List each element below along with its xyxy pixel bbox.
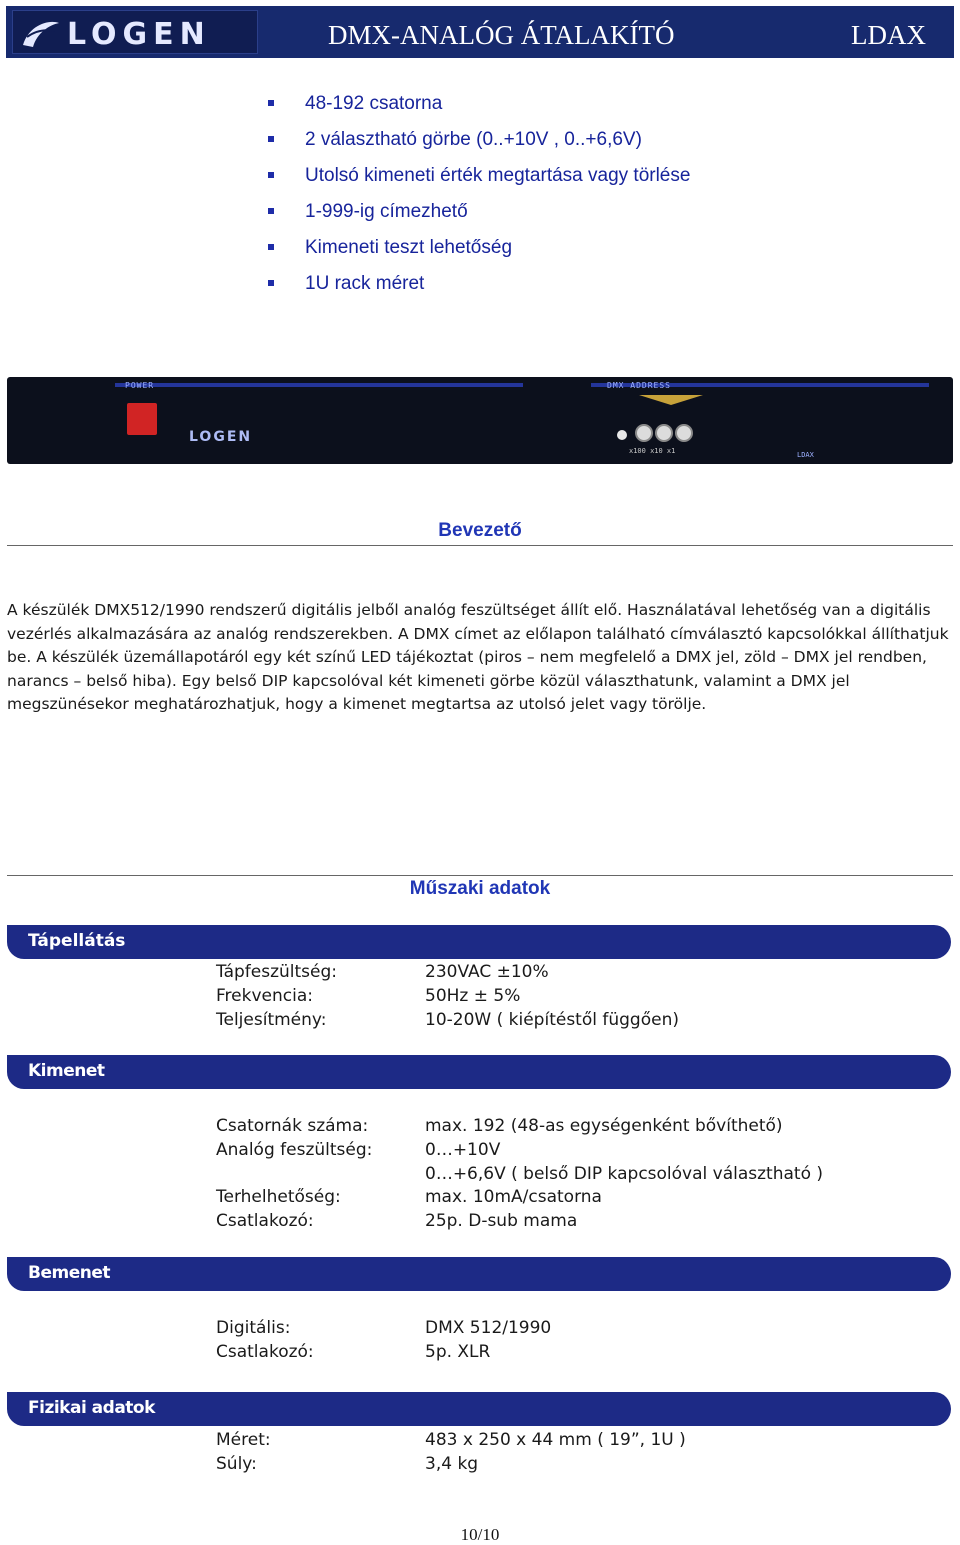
spec-label: Digitális:	[216, 1318, 291, 1338]
dial-icon	[635, 424, 653, 442]
spec-label: Teljesítmény:	[216, 1010, 327, 1030]
spec-label: Súly:	[216, 1454, 257, 1474]
bullet-icon	[268, 208, 274, 214]
page-header	[6, 6, 954, 58]
intro-paragraph: A készülék DMX512/1990 rendszerű digitális jelből analóg feszültséget állít elő. Használatával lehetőség van a digitális vezérlés alkalmazására az analóg rendszerekben. A DMX címet az előlapon található címválasztó kapcsolókkal állíthatjuk be. A készülék üzemállapotáról egy két színű LED tájékoztat (piros – nem megfelelő a DMX jel, zöld – DMX jel rendben, narancs – belső hiba). Egy belső DIP kapcsolóval két kimeneti görbe közül választhatunk, valamint a DMX jel megszünésekor meghatározhatjuk, hogy a kimenet megtartsa az utolsó jelet vagy törölje.	[7, 601, 949, 713]
section-bar-physical	[7, 1392, 951, 1426]
section-bar-power	[7, 925, 951, 959]
feature-text: 48-192 csatorna	[305, 93, 443, 114]
feature-text: Utolsó kimeneti érték megtartása vagy törlése	[305, 165, 691, 186]
panel-strip	[115, 383, 523, 387]
spec-label: Analóg feszültség:	[216, 1140, 373, 1160]
spec-value: 50Hz ± 5%	[425, 986, 521, 1006]
spec-label: Csatornák száma:	[216, 1116, 369, 1136]
dial-icon	[675, 424, 693, 442]
document-title: DMX-ANALÓG ÁTALAKÍTÓ	[328, 20, 675, 50]
spec-value: 0…+10V	[425, 1140, 501, 1160]
bullet-icon	[268, 136, 274, 142]
led-icon	[617, 430, 627, 440]
dial-labels: x100 x10 x1	[629, 447, 676, 455]
spec-label: Csatlakozó:	[216, 1342, 314, 1362]
logo-text: LOGEN	[67, 17, 211, 52]
section-bar-input	[7, 1257, 951, 1291]
spec-value: 10-20W ( kiépítéstől függően)	[425, 1010, 679, 1030]
spec-value: max. 10mA/csatorna	[425, 1187, 602, 1207]
model-name: LDAX	[851, 20, 926, 50]
spec-value: 25p. D-sub mama	[425, 1211, 578, 1231]
triangle-icon	[639, 395, 703, 405]
page-number: 10/10	[460, 1525, 500, 1544]
power-label: POWER	[125, 381, 155, 390]
feature-text: Kimeneti teszt lehetőség	[305, 237, 513, 258]
spec-label: Tápfeszültség:	[216, 962, 338, 982]
power-switch-icon	[127, 403, 157, 435]
bullet-icon	[268, 100, 274, 106]
feature-text: 1U rack méret	[305, 273, 425, 294]
intro-title: Bevezető	[438, 520, 522, 541]
spec-label: Csatlakozó:	[216, 1211, 314, 1231]
spec-value: 3,4 kg	[425, 1454, 479, 1474]
spec-value: DMX 512/1990	[425, 1318, 552, 1338]
feature-item	[268, 126, 690, 162]
spec-value: 483 x 250 x 44 mm ( 19”, 1U )	[425, 1430, 686, 1450]
spec-value: max. 192 (48-as egységenként bővíthető)	[425, 1116, 783, 1136]
spec-label: Frekvencia:	[216, 986, 313, 1006]
spec-value: 0…+6,6V ( belső DIP kapcsolóval választható )	[425, 1164, 824, 1184]
divider	[7, 545, 953, 546]
product-front-panel-image	[7, 377, 953, 464]
feature-text: 2 választható görbe (0..+10V , 0..+6,6V)	[305, 129, 642, 150]
swoosh-icon	[19, 15, 63, 51]
spec-label: Terhelhetőség:	[216, 1187, 341, 1207]
section-title: Kimenet	[28, 1061, 105, 1081]
panel-model: LDAX	[797, 451, 814, 459]
feature-item	[268, 162, 690, 198]
feature-item	[268, 234, 690, 270]
bullet-icon	[268, 172, 274, 178]
section-title: Fizikai adatok	[28, 1398, 155, 1418]
logen-logo	[12, 10, 258, 54]
spec-value: 5p. XLR	[425, 1342, 491, 1362]
dmx-address-label: DMX ADDRESS	[607, 381, 671, 390]
bullet-icon	[268, 280, 274, 286]
divider	[7, 875, 953, 876]
feature-item	[268, 198, 690, 234]
section-bar-output	[7, 1055, 951, 1089]
spec-value: 230VAC ±10%	[425, 962, 549, 982]
spec-label: Méret:	[216, 1430, 271, 1450]
section-title: Tápellátás	[28, 931, 126, 951]
feature-item	[268, 270, 690, 306]
panel-logo: LOGEN	[189, 429, 253, 445]
feature-text: 1-999-ig címezhető	[305, 201, 468, 222]
bullet-icon	[268, 244, 274, 250]
section-title: Bemenet	[28, 1263, 110, 1283]
feature-item	[268, 90, 690, 126]
dial-icon	[655, 424, 673, 442]
feature-list	[268, 90, 690, 306]
specs-title: Műszaki adatok	[409, 878, 551, 899]
